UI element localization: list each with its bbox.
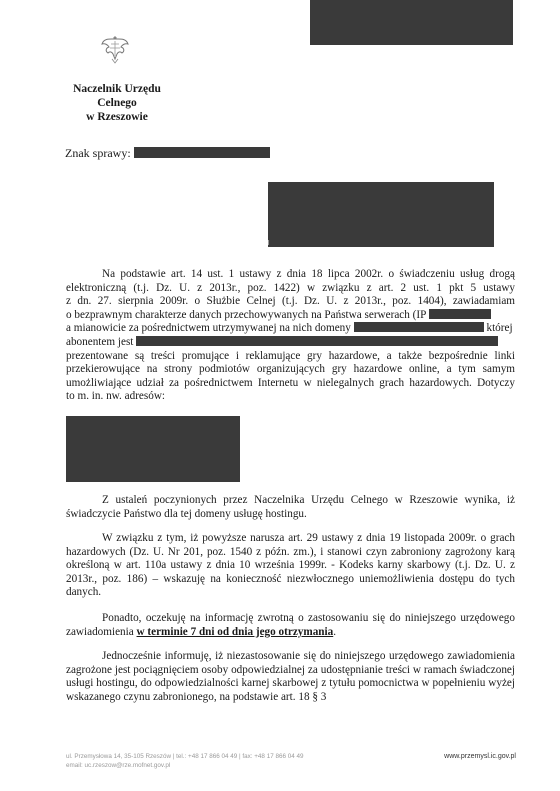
paragraph-liability-text: Jednocześnie informuję, iż niezastosowanie się do niniejszego urzędowego zawiadomienia zagrożone jest pociągnięciem osoby odpowiedzialnej za udostępnianie treści w ramach świadczonej usługi hostingu, do odpowiedzialności karnej skarbowej z tytułu pomocnictwa w popełnieniu wyżej wskazanego czynu zabronionego, na podstawie art. 18 § 3 [66,650,515,703]
issuing-office [52,82,182,124]
footer-website: www.przemysl.ic.gov.pl [444,753,516,760]
fold-mark [268,240,269,245]
text-line: prezentowane są treści promujące i reklamujące gry hazardowe, a także bezpośrednie linki [66,349,515,362]
polish-eagle-emblem-icon [100,32,130,64]
office-city: w Rzeszowie [86,111,148,123]
paragraph-violation-text: W związku z tym, iż powyższe narusza art. 29 ustawy z dnia 19 listopada 2009r. o grach hazardowych (Dz. U. Nr 201, poz. 1540 z późn. zm.), i stanowi czyn zabroniony zagrożony karą określoną w art. 110a ustawy z dnia 10 września 1999r. - Kodeks karny skarbowy (t.j. Dz. U. z 2013r., poz. 186) – wskazuję na konieczność niezwłocznego uniemożliwienia dostępu do tych danych. [66,532,515,599]
text-line: a mianowicie za pośrednictwem utrzymywanej na nich domeny której [66,322,513,335]
paragraph-deadline [66,612,515,639]
footer-address: ul. Przemysłowa 14, 35-105 Rzeszów | tel.: +48 17 866 04 49 | fax: +48 17 866 04 49 [66,753,304,760]
paragraph-liability [66,650,515,704]
case-reference-label: Znak sprawy: [65,146,131,160]
text-line: umożliwiające udział za pośrednictwem Internetu w nielegalnych grach hazardowych. Dotyczy [66,376,515,389]
redacted-header-block [310,0,513,45]
text-line: przekierowujące na strony podmiotów organizujących gry hazardowe online, a tym samym [66,363,515,376]
text-line: Na podstawie art. 14 ust. 1 ustawy z dnia 18 lipca 2002r. o świadczeniu usług drogą [102,268,515,280]
office-name: Naczelnik Urzędu Celnego [73,83,161,109]
redacted-address-list [66,416,240,482]
redacted-case-number [134,147,270,158]
redacted-recipient-address [268,182,494,247]
redacted-subscriber [136,336,498,346]
case-reference [65,146,270,161]
text-line: o bezprawnym charakterze danych przechowywanych na Państwa serwerach (IP [66,309,515,323]
paragraph-hosting-text: Z ustaleń poczynionych przez Naczelnika Urzędu Celnego w Rzeszowie wynika, iż świadczycie Państwo dla tej domeny usługę hostingu. [66,494,515,520]
text-line: to m. in. nw. adresów: [66,390,166,403]
text-line: abonentem jest [66,336,515,350]
text-line: z dn. 27. sierpnia 2009r. o Służbie Celnej (t.j. Dz. U. z 2013r., poz. 1404), zawiadamiam [66,295,515,308]
paragraph-legal-basis [66,268,515,404]
redacted-domain [354,322,484,332]
paragraph-hosting [66,494,515,521]
text-line: elektroniczną (t.j. Dz. U. z 2013r., poz. 1422) w związku z art. 2 ust. 1 pkt 5 ustawy [66,281,515,294]
deadline-emphasis: w terminie 7 dni od dnia jego otrzymania [136,625,334,638]
paragraph-violation [66,532,515,600]
page-footer [66,752,516,770]
redacted-ip [429,309,491,319]
paragraph-deadline-text: Ponadto, oczekuję na informację zwrotną o zastosowaniu się do niniejszego urzędowego zawiadomienia w terminie 7 dni od dnia jego otrzymania. [66,612,515,638]
footer-email: email: uc.rzeszow@rze.mofnet.gov.pl [66,762,171,769]
